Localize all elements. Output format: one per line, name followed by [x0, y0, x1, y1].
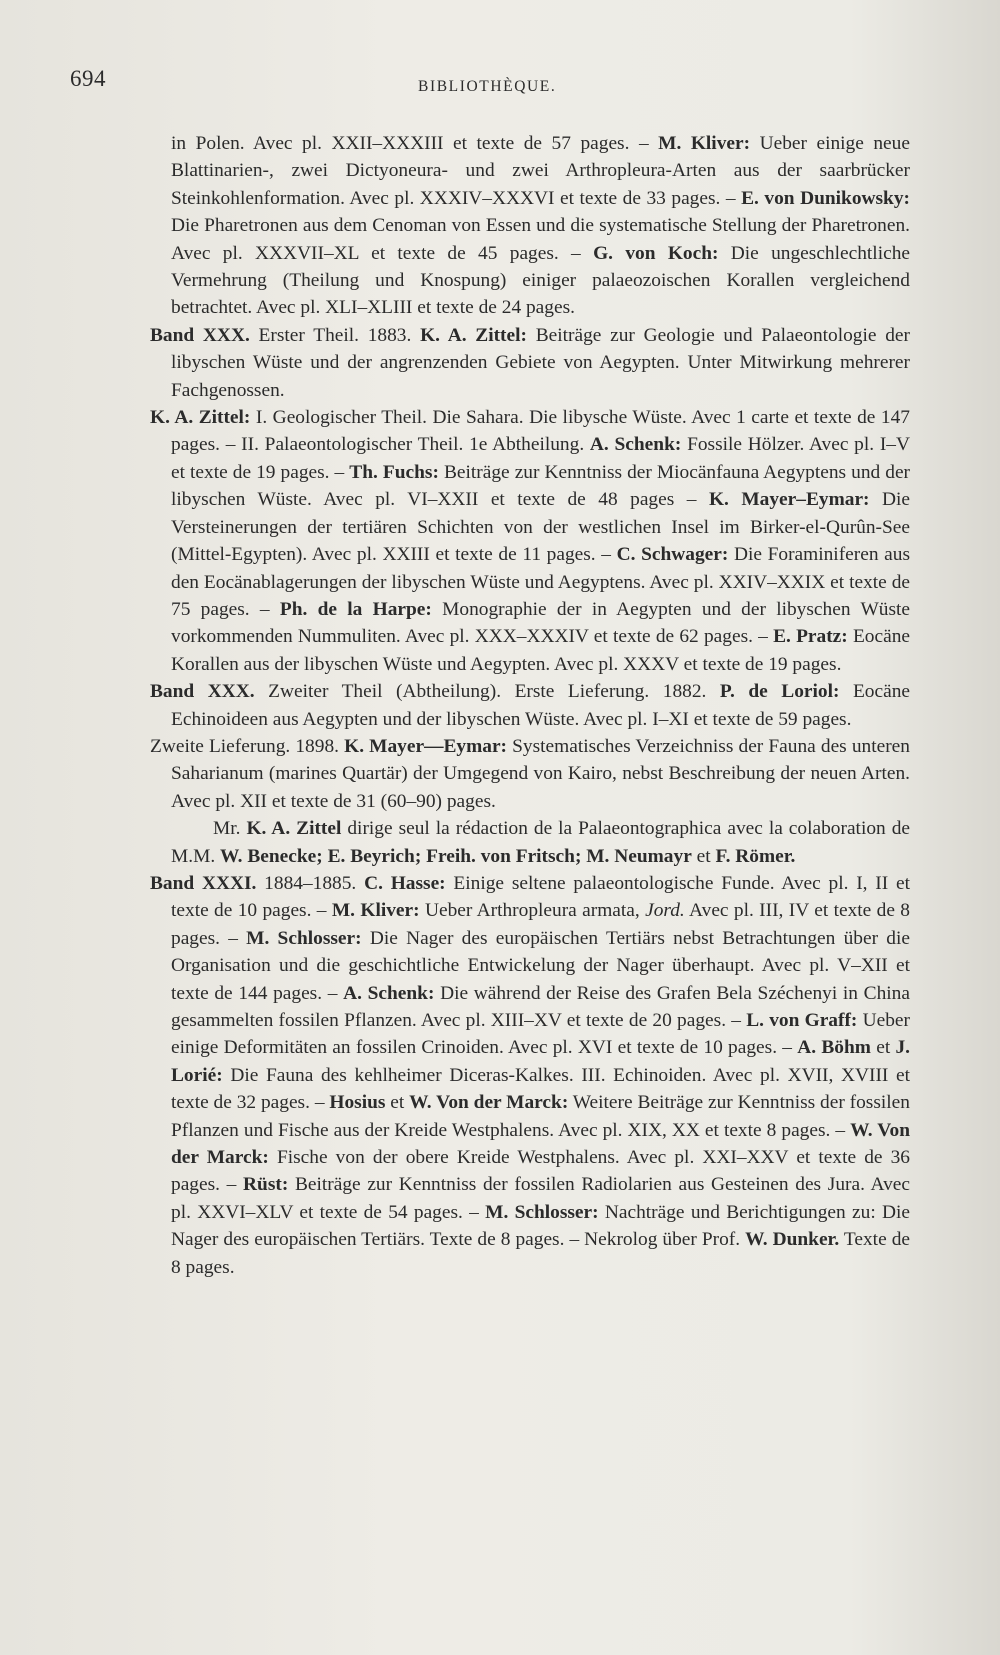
author-name: K. A. Zittel:: [150, 407, 251, 429]
entry-text: Die ungeschlechtliche Vermehrung (Theilung und Knospung) einiger palaeozoischen Korallen vergleichend betrachtet. Avec pl. XLI–XLIII et texte de 24 pages.: [171, 242, 910, 319]
running-title: BIBLIOTHÈQUE.: [418, 78, 557, 95]
entry-text: Ueber einige Deformitäten an fossilen Crinoiden. Avec pl. XVI et texte de 10 pages. –: [171, 1010, 910, 1059]
entry-text: I. Geologischer Theil. Die Sahara. Die libysche Wüste. Avec 1 carte et texte de 147 pages. – II. Palaeontologischer Theil. 1e Abtheilung.: [171, 407, 910, 456]
italic-text: Jord.: [645, 900, 685, 922]
author-name: Th. Fuchs:: [349, 461, 439, 483]
entry-text: Beiträge zur Kenntniss der fossilen Radiolarien aus Gesteinen des Jura. Avec pl. XXVI–XLV et texte de 54 pages. –: [171, 1174, 911, 1223]
author-name: E. Pratz:: [773, 626, 848, 648]
entry-text: Fische von der obere Kreide Westphalens. Avec pl. XXI–XXV et texte de 36 pages. –: [171, 1147, 910, 1196]
author-name: W. Benecke; E. Beyrich; Freih. von Fritsch; M. Neumayr: [220, 845, 692, 867]
entry-text: Ueber Arthropleura armata,: [419, 900, 646, 922]
entry-text: Einige seltene palaeontologische Funde. Avec pl. I, II et texte de 10 pages. –: [171, 872, 910, 922]
bibliography-entry: [150, 733, 910, 815]
author-name: Hosius: [329, 1092, 386, 1114]
author-name: F. Römer.: [715, 845, 796, 867]
bibliography-body: [150, 130, 910, 1281]
author-name: C. Hasse:: [364, 872, 446, 894]
author-name: K. Mayer–Eymar:: [708, 489, 870, 511]
entry-text: Nachträge und Berichtigungen zu: Die Nager des europäischen Tertiärs. Texte de 8 pages. – Nekrolog über Prof.: [171, 1201, 910, 1251]
entry-text: et: [691, 845, 716, 867]
entry-text: Avec pl. III, IV et texte de 8 pages. –: [171, 900, 910, 949]
entry-text: Erster Theil. 1883.: [249, 324, 421, 346]
entry-text: Eocäne Korallen aus der libyschen Wüste und Aegypten. Avec pl. XXXV et texte de 19 pages.: [171, 626, 910, 675]
author-name: K. A. Zittel:: [420, 324, 527, 346]
author-name: M. Kliver:: [658, 133, 751, 154]
entry-text: Systematisches Verzeichniss der Fauna des unteren Saharianum (marines Quartär) der Umgegend von Kairo, nebst Beschreibung der neuen Arten. Avec pl. XII et texte de 31 (60–90) pages.: [171, 735, 910, 812]
entry-text: Weitere Beiträge zur Kenntniss der fossilen Pflanzen und Fische aus der Kreide Westphalens. Avec pl. XIX, XX et texte 8 pages. –: [171, 1092, 910, 1141]
author-name: M. Schlosser:: [485, 1201, 599, 1223]
author-name: L. von Graff:: [746, 1010, 858, 1031]
author-name: P. de Loriol:: [719, 681, 840, 703]
author-name: J. Lorié:: [171, 1037, 911, 1086]
entry-text: Ueber einige neue Blattinarien-, zwei Dictyoneura- und zwei Arthropleura-Arten aus der saarbrücker Steinkohlenformation. Avec pl. XXXIV–XXXVI et texte de 33 pages. –: [171, 133, 910, 209]
author-name: Rüst:: [243, 1174, 289, 1196]
author-name: G. von Koch:: [593, 242, 719, 264]
entry-text: Texte de 8 pages.: [171, 1229, 910, 1278]
author-name: A. Schenk:: [343, 982, 435, 1004]
author-name: Band XXX.: [150, 324, 250, 346]
author-name: A. Böhm: [797, 1037, 871, 1059]
entry-text: Die Foraminiferen aus den Eocänablagerungen der libyschen Wüste und Aegyptens. Avec pl. XXIV–XXIX et texte de 75 pages. –: [171, 544, 911, 620]
entry-text: et: [385, 1092, 410, 1114]
bibliography-entry: [150, 678, 910, 733]
author-name: C. Schwager:: [616, 544, 729, 566]
entry-text: Mr.: [213, 818, 247, 840]
entry-text: 1884–1885.: [256, 872, 365, 894]
author-name: A. Schenk:: [589, 434, 682, 456]
entry-text: dirige seul la rédaction de la Palaeontographica avec la colaboration de M.M.: [171, 818, 911, 867]
author-name: W. Dunker.: [745, 1229, 840, 1251]
page-number: 694: [70, 66, 106, 91]
author-name: K. Mayer—Eymar:: [344, 735, 508, 757]
entry-text: Die während der Reise des Grafen Bela Széchenyi in China gesammelten fossilen Pflanzen. Avec pl. XIII–XV et texte de 20 pages. –: [171, 982, 910, 1031]
bibliography-entry: [150, 815, 910, 870]
entry-text: Die Pharetronen aus dem Cenoman von Essen und die systematische Stellung der Pharetronen. Avec pl. XXXVII–XL et texte de 45 pages. –: [171, 215, 910, 264]
entry-text: in Polen. Avec pl. XXII–XXXIII et texte de 57 pages. –: [171, 133, 659, 154]
bibliography-entry: [150, 322, 910, 404]
entry-text: Zweite Lieferung. 1898.: [150, 735, 345, 757]
author-name: Band XXX.: [150, 681, 255, 703]
author-name: Ph. de la Harpe:: [279, 598, 432, 620]
author-name: W. Von der Marck:: [171, 1119, 910, 1169]
entry-text: Zweiter Theil (Abtheilung). Erste Lieferung. 1882.: [254, 681, 720, 703]
entry-text: et: [870, 1037, 896, 1059]
bibliography-entry: [150, 870, 910, 1281]
entry-text: Monographie der in Aegypten und der libyschen Wüste vorkommenden Nummuliten. Avec pl. XXX–XXXIV et texte de 62 pages. –: [171, 598, 910, 648]
entry-text: Die Versteinerungen der tertiären Schichten von der westlichen Insel im Birker-el-Qurûn-See (Mittel-Egypten). Avec pl. XXIII et texte de 11 pages. –: [171, 489, 910, 566]
bibliography-entry: [150, 130, 910, 322]
author-name: Band XXXI.: [150, 872, 257, 894]
entry-text: Beiträge zur Geologie und Palaeontologie der libyschen Wüste und der angrenzenden Gebiete von Aegypten. Unter Mitwirkung mehrerer Fachgenossen.: [171, 324, 910, 401]
entry-text: Die Nager des europäischen Tertiärs nebst Betrachtungen über die Organisation und die geschichtliche Entwickelung der Nager überhaupt. Avec pl. V–XII et texte de 144 pages. –: [171, 927, 910, 1004]
author-name: K. A. Zittel: [246, 818, 342, 840]
entry-text: Fossile Hölzer. Avec pl. I–V et texte de 19 pages. –: [171, 434, 910, 483]
author-name: M. Kliver:: [331, 900, 420, 922]
entry-text: Eocäne Echinoideen aus Aegypten und der libyschen Wüste. Avec pl. I–XI et texte de 59 pages.: [171, 681, 911, 730]
author-name: E. von Dunikowsky:: [741, 187, 910, 209]
entry-text: Beiträge zur Kenntniss der Miocänfauna Aegyptens und der libyschen Wüste. Avec pl. VI–XXII et texte de 48 pages –: [171, 461, 911, 511]
entry-text: Die Fauna des kehlheimer Diceras-Kalkes. III. Echinoiden. Avec pl. XVII, XVIII et texte de 32 pages. –: [171, 1064, 910, 1114]
author-name: W. Von der Marck:: [409, 1092, 569, 1114]
author-name: M. Schlosser:: [246, 927, 362, 949]
bibliography-entry: [150, 404, 910, 678]
